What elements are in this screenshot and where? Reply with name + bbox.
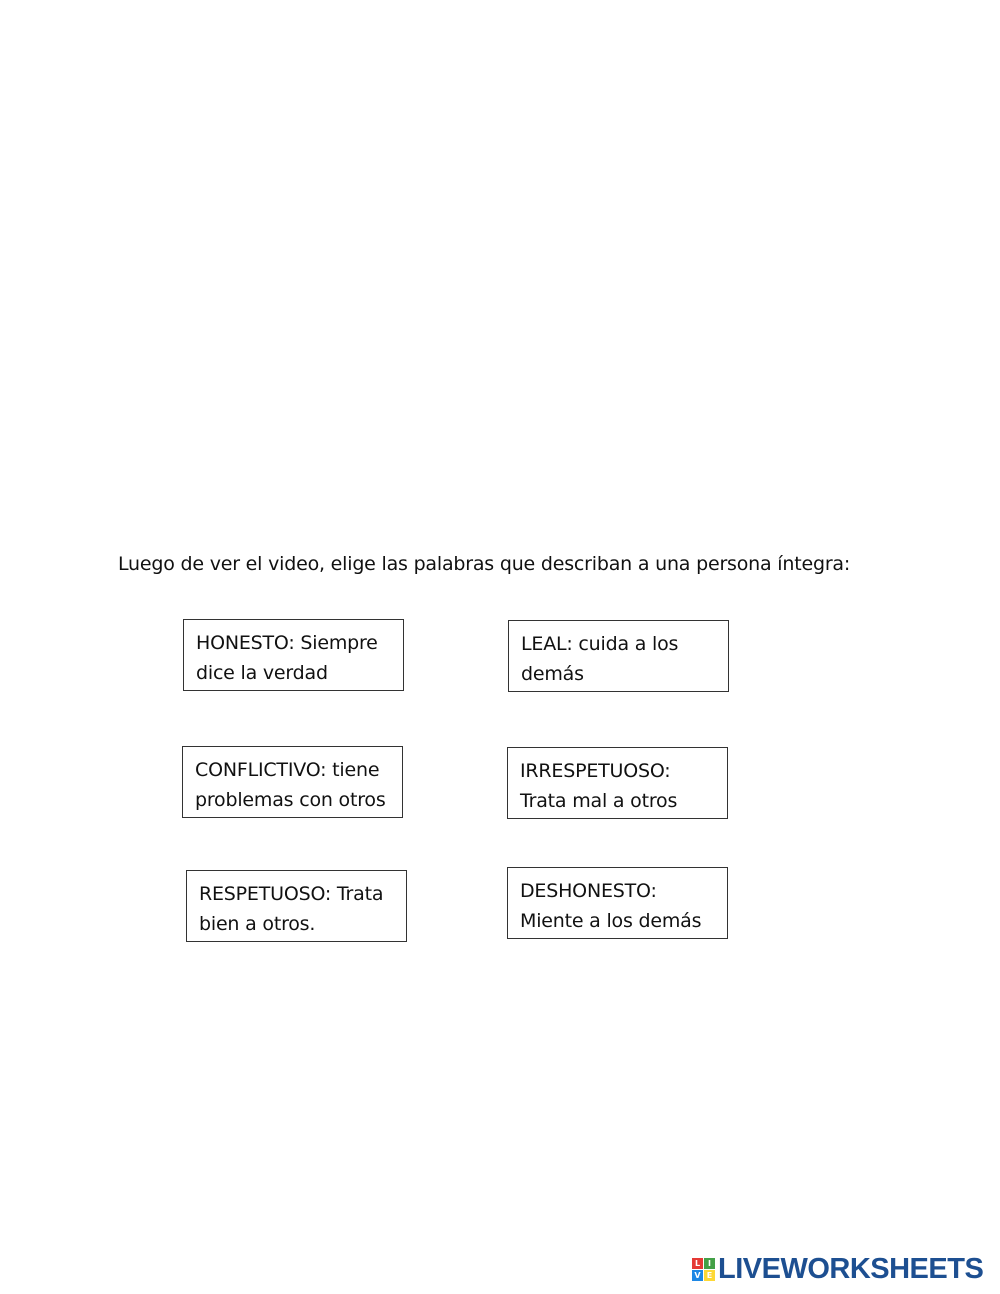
choice-text-line1: RESPETUOSO: Trata	[199, 883, 384, 905]
logo-text: LIVEWORKSHEETS	[718, 1252, 984, 1285]
choice-text-line2: dice la verdad	[196, 662, 328, 684]
choice-box-honesto[interactable]	[183, 619, 404, 691]
liveworksheets-logo	[692, 1254, 983, 1284]
choice-text-line1: IRRESPETUOSO:	[520, 760, 671, 782]
choice-text-line1: DESHONESTO:	[520, 880, 657, 902]
logo-mark-cell: V	[692, 1270, 703, 1281]
choice-box-respetuoso[interactable]	[186, 870, 407, 942]
choice-box-irrespetuoso[interactable]	[507, 747, 728, 819]
logo-mark-cell: I	[704, 1258, 715, 1269]
choice-text-line2: bien a otros.	[199, 913, 316, 935]
choice-text-line1: LEAL: cuida a los	[521, 633, 679, 655]
choice-text-line2: problemas con otros	[195, 789, 386, 811]
instruction-text: Luego de ver el video, elige las palabras que describan a una persona íntegra:	[118, 553, 851, 575]
choice-text-line2: Trata mal a otros	[520, 790, 678, 812]
choice-text-line2: Miente a los demás	[520, 910, 702, 932]
choice-box-deshonesto[interactable]	[507, 867, 728, 939]
choice-text-line2: demás	[521, 663, 584, 685]
logo-mark-icon	[692, 1258, 715, 1281]
logo-mark-cell: E	[704, 1270, 715, 1281]
choice-text-line1: CONFLICTIVO: tiene	[195, 759, 380, 781]
choice-box-conflictivo[interactable]	[182, 746, 403, 818]
logo-mark-cell: L	[692, 1258, 703, 1269]
choice-box-leal[interactable]	[508, 620, 729, 692]
choice-text-line1: HONESTO: Siempre	[196, 632, 378, 654]
